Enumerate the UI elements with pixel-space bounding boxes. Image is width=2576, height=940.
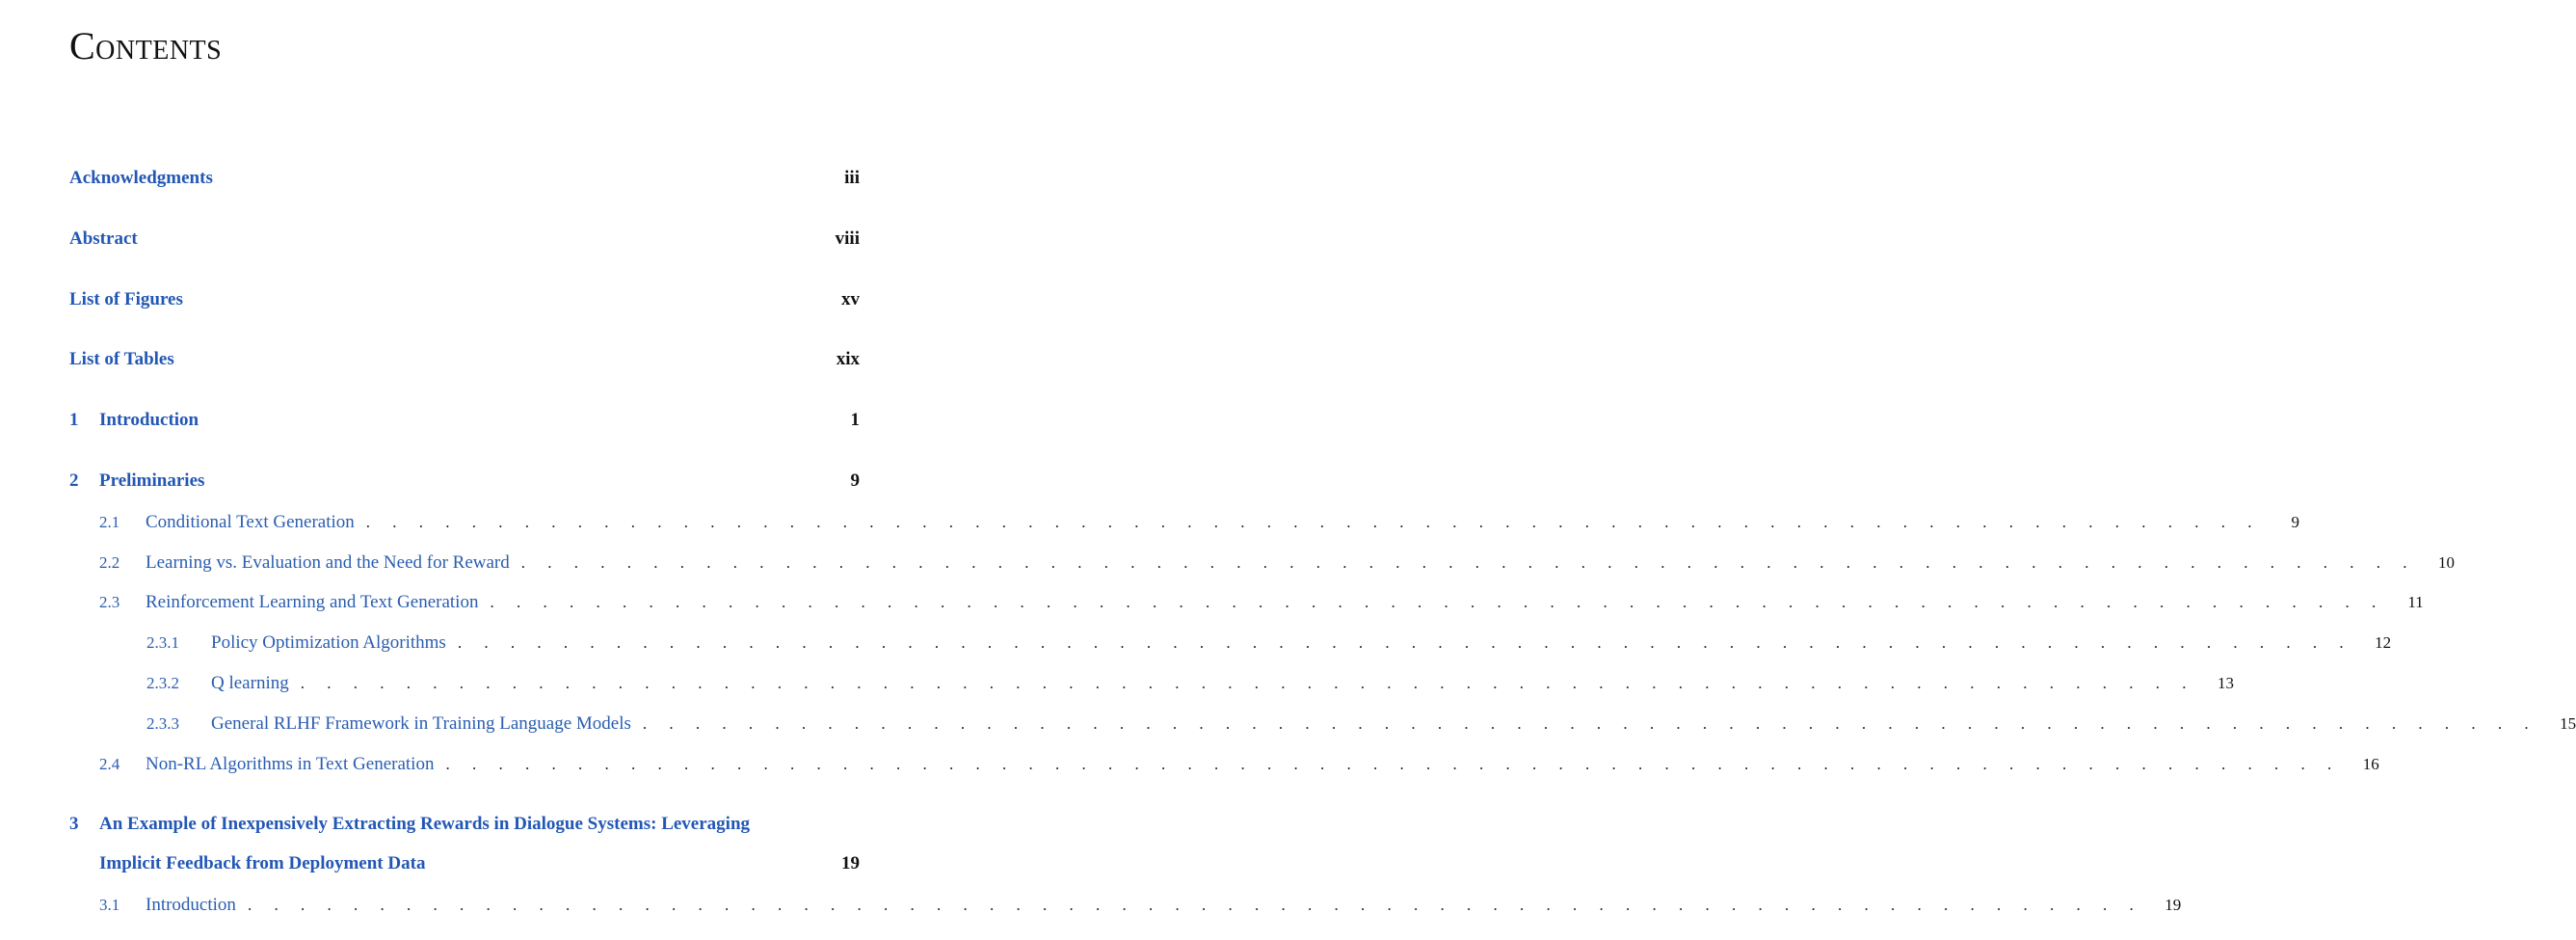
- toc-label: Introduction: [146, 895, 236, 915]
- toc-label: Q learning: [211, 673, 289, 693]
- toc-number: 2.3.3: [146, 714, 179, 733]
- toc-entry-subsection-2-3-3[interactable]: [146, 710, 2576, 739]
- toc-number: 2.3.1: [146, 633, 179, 652]
- toc-number: 2.4: [99, 755, 120, 773]
- toc-page-number: 11: [2407, 593, 2424, 611]
- toc-label: Preliminaries: [99, 470, 205, 491]
- toc-label: Acknowledgments: [69, 168, 213, 188]
- toc-entry-subsection-2-3-2[interactable]: [146, 669, 2234, 698]
- toc-entry-abstract[interactable]: [69, 225, 860, 254]
- toc-page-number: 12: [2375, 633, 2392, 652]
- toc-entry-section-2-1[interactable]: [99, 508, 2300, 537]
- toc-label: List of Figures: [69, 289, 183, 309]
- toc-entry-chapter-3-continued[interactable]: [99, 849, 860, 878]
- toc-page-number: 19: [841, 853, 860, 873]
- dot-leader: . . . . . . . . . . . . . . . . . . . . . . . . . . . . . . . . . . . . . . . . . . . . . . . . . . . . . . . . . . . . . . . . . . . . . . . .: [520, 553, 2417, 572]
- dot-leader: . . . . . . . . . . . . . . . . . . . . . . . . . . . . . . . . . . . . . . . . . . . . . . . . . . . . . . . . . . . . . . . . . . . . . . . .: [365, 513, 2262, 531]
- toc-label: Abstract: [69, 228, 138, 249]
- toc-page-number: 9: [850, 470, 860, 491]
- toc-label: Introduction: [99, 410, 199, 430]
- toc-number: 2: [69, 470, 79, 491]
- toc-entry-subsection-2-3-1[interactable]: [146, 629, 2392, 658]
- toc-number: 1: [69, 410, 79, 430]
- dot-leader: . . . . . . . . . . . . . . . . . . . . . . . . . . . . . . . . . . . . . . . . . . . . . . . . . . . . . . . . . . . . . . . . . . . . . . . .: [642, 714, 2538, 733]
- toc-label: Non-RL Algorithms in Text Generation: [146, 754, 435, 774]
- toc-entry-acknowledgments[interactable]: [69, 164, 860, 193]
- toc-entry-section-3-1[interactable]: [99, 891, 2182, 920]
- toc-entry-section-2-2[interactable]: [99, 549, 2456, 577]
- page-title: Contents: [69, 24, 223, 67]
- toc-page-number: 9: [2291, 513, 2300, 531]
- toc-page-number: 19: [2164, 896, 2182, 914]
- toc-label-line-1: An Example of Inexpensively Extracting Rewards in Dialogue Systems: Leveraging: [99, 814, 751, 834]
- toc-page-number: xv: [841, 289, 860, 309]
- toc-label: List of Tables: [69, 349, 174, 369]
- toc-page-number: xix: [836, 349, 860, 369]
- toc-page-number: 16: [2362, 755, 2379, 773]
- toc-page-number: 1: [850, 410, 860, 430]
- dot-leader: . . . . . . . . . . . . . . . . . . . . . . . . . . . . . . . . . . . . . . . . . . . . . . . . . . . . . . . . . . . . . . . . . . . . . . . .: [490, 593, 2385, 611]
- toc-number: 2.3: [99, 593, 120, 611]
- toc-page-number: 15: [2560, 714, 2576, 733]
- toc-label: Conditional Text Generation: [146, 512, 355, 532]
- toc-number: 2.2: [99, 553, 120, 572]
- toc-page-number: iii: [844, 168, 860, 188]
- toc-label-line-2: Implicit Feedback from Deployment Data: [99, 853, 426, 873]
- toc-number: 3.1: [99, 896, 120, 914]
- toc-label: General RLHF Framework in Training Language Models: [211, 713, 631, 734]
- toc-label: Policy Optimization Algorithms: [211, 632, 446, 653]
- toc-label: Learning vs. Evaluation and the Need for Reward: [146, 552, 510, 573]
- toc-page-number: 10: [2438, 553, 2456, 572]
- toc-label: Reinforcement Learning and Text Generation: [146, 592, 479, 612]
- toc-number: 2.3.2: [146, 674, 179, 692]
- toc-entry-list-of-figures[interactable]: [69, 285, 860, 314]
- toc-entry-chapter-1[interactable]: [69, 406, 860, 435]
- toc-entry-section-2-3[interactable]: [99, 588, 2424, 617]
- toc-page-number: viii: [835, 228, 860, 249]
- dot-leader: . . . . . . . . . . . . . . . . . . . . . . . . . . . . . . . . . . . . . . . . . . . . . . . . . . . . . . . . . . . . . . . . . . . . . . . .: [300, 674, 2195, 692]
- toc-entry-list-of-tables[interactable]: [69, 345, 860, 374]
- toc-entry-chapter-2[interactable]: [69, 467, 860, 496]
- toc-number: 3: [69, 814, 79, 834]
- dot-leader: . . . . . . . . . . . . . . . . . . . . . . . . . . . . . . . . . . . . . . . . . . . . . . . . . . . . . . . . . . . . . . . . . . . . . . . .: [247, 896, 2143, 914]
- toc-page-number: 13: [2217, 674, 2234, 692]
- toc-entry-section-2-4[interactable]: [99, 750, 2379, 779]
- toc-entry-chapter-3[interactable]: [69, 810, 860, 839]
- dot-leader: . . . . . . . . . . . . . . . . . . . . . . . . . . . . . . . . . . . . . . . . . . . . . . . . . . . . . . . . . . . . . . . . . . . . . . . .: [457, 633, 2353, 652]
- toc-number: 2.1: [99, 513, 120, 531]
- dot-leader: . . . . . . . . . . . . . . . . . . . . . . . . . . . . . . . . . . . . . . . . . . . . . . . . . . . . . . . . . . . . . . . . . . . . . . . .: [445, 755, 2341, 773]
